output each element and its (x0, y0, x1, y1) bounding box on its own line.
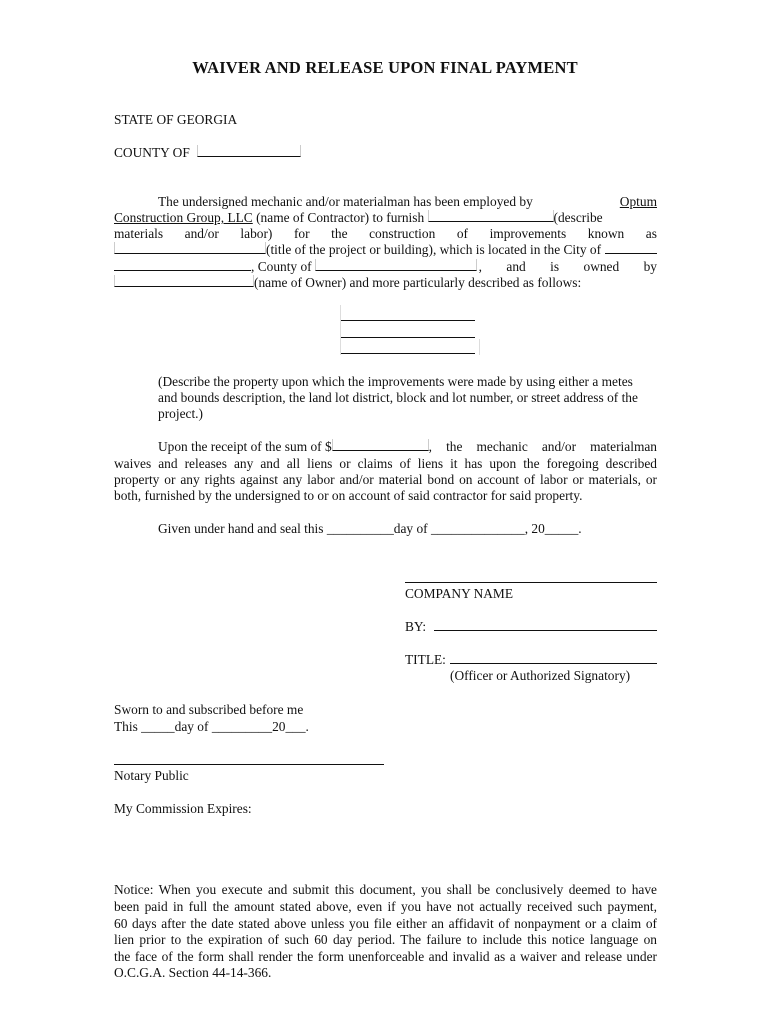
word: by (643, 259, 657, 274)
sum-field[interactable] (332, 439, 429, 451)
p1-line1 (158, 194, 657, 210)
property-line-1[interactable] (341, 320, 475, 321)
notice-line-3: 60 days after the date stated above unless you file either an affidavit of nonpayment or a claim of (114, 916, 657, 931)
word: , (478, 259, 482, 274)
word: of (456, 226, 468, 241)
by-label: BY: (405, 619, 427, 634)
county-line (114, 145, 301, 161)
notary-signature-line[interactable] (114, 764, 384, 765)
p3-line4: both, furnished by the undersigned to or on account of said contractor for said property. (114, 488, 583, 503)
company-name-label: COMPANY NAME (405, 586, 514, 601)
project-title-field[interactable] (114, 242, 266, 254)
word: for (293, 226, 310, 241)
word: materials (114, 226, 164, 241)
sum-label: Upon the receipt of the sum of $ (158, 439, 332, 454)
p1-line2 (114, 210, 603, 226)
notice-line-6: O.C.G.A. Section 44-14-366. (114, 965, 272, 980)
document-title: WAIVER AND RELEASE UPON FINAL PAYMENT (192, 58, 578, 77)
p3-line1-rest (429, 439, 657, 455)
word: construction (369, 226, 436, 241)
contractor-name-part1: Optum (619, 194, 657, 209)
word: and/or (184, 226, 219, 241)
p1-line1-text: The undersigned mechanic and/or materialman has been employed by (158, 194, 533, 209)
state-label: STATE OF GEORGIA (114, 112, 238, 127)
commission-expires-label: My Commission Expires: (114, 801, 252, 816)
p2-line2: and bounds description, the land lot district, block and lot number, or street address of the (158, 390, 638, 405)
p1-line4-text: (title of the project or building), which is located in the City of (266, 242, 602, 257)
notice-line-4: lien prior to the expiration of such 60 day period. The failure to include this notice language on (114, 932, 657, 947)
p1-line6-text: (name of Owner) and more particularly described as follows: (254, 275, 582, 290)
title-label: TITLE: (405, 652, 446, 667)
p3-line2: waives and releases any and all liens or claims of liens it has upon the foregoing described (114, 456, 657, 471)
county-of-label: , County of (251, 259, 312, 274)
property-line-3[interactable] (341, 353, 475, 354)
word: the (331, 226, 348, 241)
by-line (405, 619, 657, 635)
property-box-edge-right (479, 339, 480, 355)
contractor-name-part2: Construction Group, LLC (114, 210, 253, 225)
word: known (587, 226, 625, 241)
describe-label: (describe (553, 210, 603, 225)
p2-line1: (Describe the property upon which the improvements were made by using either a metes (158, 374, 633, 389)
sworn-line-1: Sworn to and subscribed before me (114, 702, 304, 717)
word: labor) (240, 226, 273, 241)
p3-line1-text: , the mechanic and/or materialman (428, 439, 657, 454)
word: and (506, 259, 526, 274)
property-box-edge-left (340, 305, 341, 355)
owned-by-text (479, 259, 657, 275)
notice-line-1: Notice: When you execute and submit this document, you shall be conclusively deemed to have (114, 882, 657, 897)
p1-line5 (114, 259, 657, 275)
project-county-field[interactable] (315, 259, 477, 271)
title-line (405, 652, 657, 668)
word: improvements (489, 226, 567, 241)
word: owned (583, 259, 620, 274)
p3-line3: property or any rights against any labor and/or material bond on account of labor or materials, or (114, 472, 657, 487)
county-label: COUNTY OF (114, 145, 190, 160)
notary-public-label: Notary Public (114, 768, 189, 783)
county-field[interactable] (197, 145, 301, 157)
company-signature-line[interactable] (405, 582, 657, 583)
word: is (550, 259, 560, 274)
p1-line6 (114, 275, 581, 291)
given-line: Given under hand and seal this __________day of ______________, 20_____. (158, 521, 582, 536)
p1-line4 (114, 242, 657, 258)
p1-line2-text: (name of Contractor) to furnish (256, 210, 425, 225)
sworn-line-2: This _____day of _________20___. (114, 719, 309, 734)
title-field[interactable] (450, 652, 657, 664)
p2-line3: project.) (158, 406, 203, 421)
property-line-2[interactable] (341, 337, 475, 338)
city-field-cont[interactable] (114, 259, 251, 271)
materials-field[interactable] (428, 210, 554, 222)
p3-line1 (158, 439, 657, 455)
by-field[interactable] (434, 619, 657, 631)
officer-note: (Officer or Authorized Signatory) (450, 668, 631, 683)
notice-line-2: been paid in full the amount stated above, even if you have not actually received such payment, (114, 899, 657, 914)
p1-line3 (114, 226, 657, 242)
city-field[interactable] (605, 242, 657, 254)
word: as (645, 226, 657, 241)
notice-line-5: the face of the form shall render the form unenforceable and invalid as a waiver and release under (114, 949, 657, 964)
owner-field[interactable] (114, 275, 254, 287)
